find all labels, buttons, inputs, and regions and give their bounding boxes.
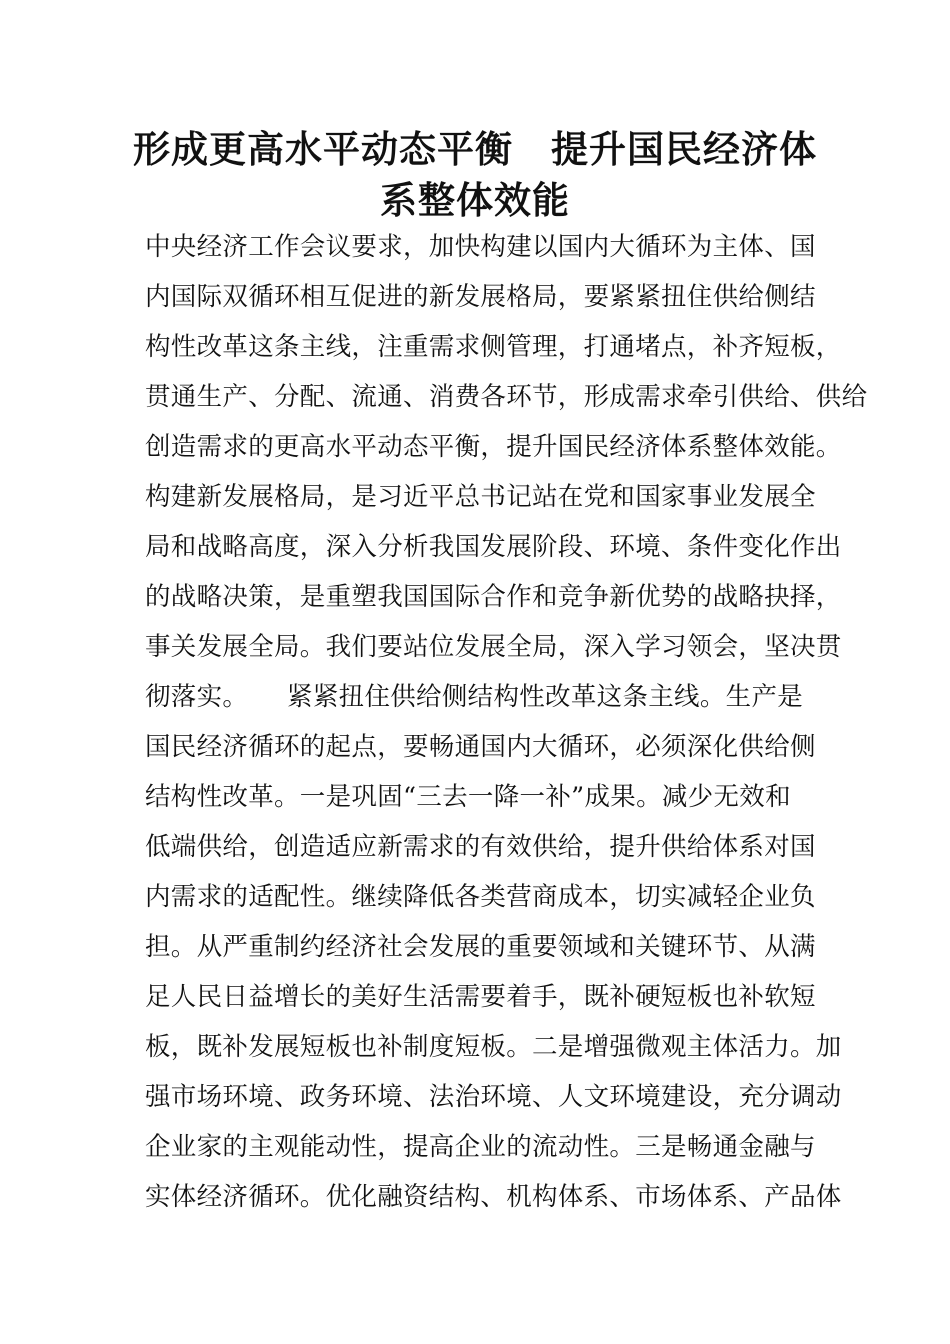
- body-text-line: 足人民日益增长的美好生活需要着手，既补硬短板也补软短: [145, 982, 816, 1012]
- body-text-line: 贯通生产、分配、流通、消费各环节，形成需求牵引供给、供给: [145, 382, 868, 412]
- body-text-line: 结构性改革。一是巩固“三去一降一补”成果。减少无效和: [145, 782, 791, 812]
- body-text-line: 中央经济工作会议要求，加快构建以国内大循环为主体、国: [145, 232, 816, 262]
- body-text-line: 构建新发展格局，是习近平总书记站在党和国家事业发展全: [145, 482, 816, 512]
- body-text-line: 构性改革这条主线，注重需求侧管理，打通堵点，补齐短板，: [145, 332, 842, 362]
- body-text-line: 担。从严重制约经济社会发展的重要领域和关键环节、从满: [145, 932, 816, 962]
- body-text-line: 国民经济循环的起点，要畅通国内大循环，必须深化供给侧: [145, 732, 816, 762]
- body-text-line: 彻落实。 紧紧扭住供给侧结构性改革这条主线。生产是: [145, 682, 804, 712]
- body-text-line: 的战略决策，是重塑我国国际合作和竞争新优势的战略抉择，: [145, 582, 842, 612]
- body-text-line: 内需求的适配性。继续降低各类营商成本，切实减轻企业负: [145, 882, 816, 912]
- body-text-line: 低端供给，创造适应新需求的有效供给，提升供给体系对国: [145, 832, 816, 862]
- document-title-line-2: 系整体效能: [380, 178, 570, 222]
- body-text-line: 内国际双循环相互促进的新发展格局，要紧紧扭住供给侧结: [145, 282, 816, 312]
- body-text-line: 板，既补发展短板也补制度短板。二是增强微观主体活力。加: [145, 1032, 842, 1062]
- body-text-line: 事关发展全局。我们要站位发展全局，深入学习领会，坚决贯: [145, 632, 842, 662]
- body-text-line: 实体经济循环。优化融资结构、机构体系、市场体系、产品体: [145, 1182, 842, 1212]
- body-text-line: 局和战略高度，深入分析我国发展阶段、环境、条件变化作出: [145, 532, 842, 562]
- body-text-line: 创造需求的更高水平动态平衡，提升国民经济体系整体效能。: [145, 432, 842, 462]
- body-text-line: 企业家的主观能动性，提高企业的流动性。三是畅通金融与: [145, 1132, 816, 1162]
- document-title-line-1: 形成更高水平动态平衡 提升国民经济体: [133, 127, 817, 171]
- body-text-line: 强市场环境、政务环境、法治环境、人文环境建设，充分调动: [145, 1082, 842, 1112]
